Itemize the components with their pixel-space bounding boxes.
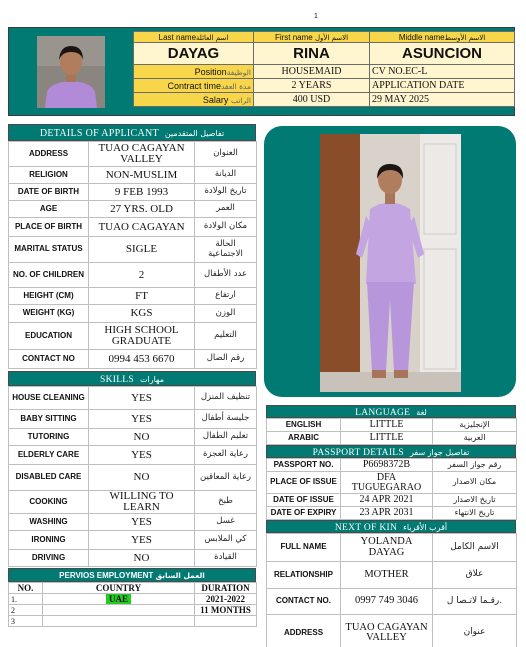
employment-col-country: COUNTRY — [43, 583, 195, 594]
details-label-ar: العنوان — [195, 142, 257, 167]
kin-label-ar: عنوان — [433, 615, 517, 647]
last-name-value: DAYAG — [134, 43, 254, 65]
first-name-label-cell — [254, 32, 370, 43]
details-value: 0994 453 6670 — [89, 350, 195, 369]
kin-header — [266, 520, 516, 533]
position-value: HOUSEMAID — [254, 65, 370, 79]
skill-row — [9, 491, 257, 514]
middle-name-label: Middle name — [398, 32, 445, 42]
language-label-ar: العربية — [433, 432, 517, 445]
employment-title-ar: العمل السابق — [155, 571, 205, 580]
details-label-ar: الديانة — [195, 167, 257, 184]
details-value: FT — [89, 288, 195, 305]
details-label: NO. OF CHILDREN — [9, 263, 89, 288]
contract-label-ar: مدة العقد — [221, 81, 251, 91]
skill-label-ar: كي الملابس — [195, 531, 257, 550]
skill-label: TUTORING — [9, 429, 89, 446]
cv-number: CV NO.EC-L — [370, 65, 515, 79]
language-value: LITTLE — [341, 432, 433, 445]
passport-table — [266, 458, 517, 520]
passport-row — [267, 459, 517, 472]
details-value: TUAO CAGAYAN — [89, 218, 195, 237]
kin-title: NEXT OF KIN — [334, 523, 398, 533]
kin-row — [267, 562, 517, 589]
skill-label-ar: جليسة أطفال — [195, 410, 257, 429]
details-row — [9, 263, 257, 288]
passport-label: DATE OF EXPIRY — [267, 507, 341, 520]
skill-label: ELDERLY CARE — [9, 446, 89, 465]
first-name-label: First name — [274, 32, 313, 42]
details-title: DETAILS OF APPLICANT — [39, 128, 159, 139]
skill-value: WILLING TO LEARN — [89, 491, 195, 514]
kin-row — [267, 589, 517, 615]
first-name-label-ar: الاسم الأول — [314, 33, 349, 42]
passport-row — [267, 494, 517, 507]
details-label-ar: التعليم — [195, 323, 257, 350]
passport-row — [267, 472, 517, 494]
employment-row — [9, 605, 257, 616]
last-name-label: Last name — [158, 32, 197, 42]
full-body-photo — [320, 134, 461, 392]
skill-value: YES — [89, 387, 195, 410]
header-table — [133, 31, 514, 107]
skill-value: NO — [89, 550, 195, 567]
employment-no: 1. — [9, 594, 43, 605]
application-date-label: APPLICATION DATE — [370, 79, 515, 93]
skill-label: HOUSE CLEANING — [9, 387, 89, 410]
kin-label: CONTACT NO. — [267, 589, 341, 615]
details-value: 2 — [89, 263, 195, 288]
kin-value: TUAO CAGAYAN VALLEY — [341, 615, 433, 647]
kin-label: FULL NAME — [267, 534, 341, 562]
position-label-cell — [134, 65, 254, 79]
employment-row — [9, 594, 257, 605]
skill-row — [9, 387, 257, 410]
language-table — [266, 418, 517, 445]
passport-label: PASSPORT NO. — [267, 459, 341, 472]
details-row — [9, 288, 257, 305]
portrait-image — [37, 36, 105, 108]
language-title-ar: لغة — [416, 408, 427, 417]
details-label: EDUCATION — [9, 323, 89, 350]
employment-row — [9, 616, 257, 627]
skills-title-ar: مهارات — [139, 375, 165, 384]
details-label-ar: الحالة الاجتماعية — [195, 237, 257, 263]
kin-label-ar: علاق — [433, 562, 517, 589]
last-name-label-cell — [134, 32, 254, 43]
portrait-photo — [37, 36, 105, 108]
details-row — [9, 350, 257, 369]
contract-label-cell — [134, 79, 254, 93]
employment-duration — [195, 616, 257, 627]
contract-value: 2 YEARS — [254, 79, 370, 93]
details-label: WEIGHT (KG) — [9, 305, 89, 323]
details-label: RELIGION — [9, 167, 89, 184]
passport-header — [266, 445, 516, 458]
details-table — [8, 141, 257, 369]
details-row — [9, 142, 257, 167]
skill-label-ar: رعاية المعاقين — [195, 465, 257, 491]
skill-row — [9, 429, 257, 446]
skills-table — [8, 386, 257, 567]
employment-col-no: NO. — [9, 583, 43, 594]
skill-label: WASHING — [9, 514, 89, 531]
skill-value: NO — [89, 465, 195, 491]
middle-name-label-ar: الاسم الأوسط — [444, 33, 486, 42]
language-title: LANGUAGE — [355, 408, 411, 418]
passport-label: PLACE OF ISSUE — [267, 472, 341, 494]
skill-row — [9, 446, 257, 465]
salary-value: 400 USD — [254, 93, 370, 107]
language-header — [266, 405, 516, 418]
passport-value: DFA TUGUEGARAO — [341, 472, 433, 494]
employment-duration: 11 MONTHS — [195, 605, 257, 616]
details-row — [9, 167, 257, 184]
employment-table — [8, 582, 257, 627]
kin-value: MOTHER — [341, 562, 433, 589]
kin-row — [267, 615, 517, 647]
kin-label-ar: الاسم الكامل — [433, 534, 517, 562]
details-label-ar: عدد الأطفال — [195, 263, 257, 288]
employment-title: PERVIOS EMPLOYMENT — [59, 571, 154, 580]
details-header — [8, 124, 256, 141]
skill-label-ar: القيادة — [195, 550, 257, 567]
position-label: Position — [194, 66, 227, 77]
skills-header — [8, 371, 256, 386]
kin-value: YOLANDA DAYAG — [341, 534, 433, 562]
employment-header — [8, 568, 256, 582]
details-label: HEIGHT (CM) — [9, 288, 89, 305]
skill-label-ar: رعاية العجزة — [195, 446, 257, 465]
skill-row — [9, 531, 257, 550]
kin-label-ar: رقـما لاتـصا ل. — [433, 589, 517, 615]
employment-country-cell — [43, 616, 195, 627]
right-column — [266, 405, 516, 647]
details-label: ADDRESS — [9, 142, 89, 167]
details-label-ar: ارتفاع — [195, 288, 257, 305]
salary-label-ar: الراتب — [230, 95, 251, 105]
details-label: PLACE OF BIRTH — [9, 218, 89, 237]
passport-value: 23 APR 2031 — [341, 507, 433, 520]
skill-label: COOKING — [9, 491, 89, 514]
skill-value: YES — [89, 514, 195, 531]
position-label-ar: الوظيفة — [226, 67, 251, 77]
details-row — [9, 218, 257, 237]
skill-label-ar: غسل — [195, 514, 257, 531]
passport-label-ar: تاريخ الانتهاء — [433, 507, 517, 520]
employment-country-cell — [43, 605, 195, 616]
kin-label: RELATIONSHIP — [267, 562, 341, 589]
middle-name-label-cell — [370, 32, 515, 43]
skill-row — [9, 410, 257, 429]
salary-label-cell — [134, 93, 254, 107]
details-label-ar: مكان الولادة — [195, 218, 257, 237]
skill-row — [9, 465, 257, 491]
language-label: ENGLISH — [267, 419, 341, 432]
language-row — [267, 432, 517, 445]
kin-title-ar: أقرب الأقرباء — [403, 523, 448, 532]
details-row — [9, 323, 257, 350]
skill-label: DRIVING — [9, 550, 89, 567]
skill-value: YES — [89, 446, 195, 465]
middle-name-value: ASUNCION — [370, 43, 515, 65]
details-value: NON-MUSLIM — [89, 167, 195, 184]
employment-col-duration: DURATION — [195, 583, 257, 594]
language-value: LITTLE — [341, 419, 433, 432]
page-mark: 1 — [314, 13, 318, 20]
passport-value: P6698372B — [341, 459, 433, 472]
full-body-image — [320, 134, 461, 392]
passport-row — [267, 507, 517, 520]
skill-label: DISABLED CARE — [9, 465, 89, 491]
details-row — [9, 237, 257, 263]
details-label: CONTACT NO — [9, 350, 89, 369]
passport-value: 24 APR 2021 — [341, 494, 433, 507]
details-value: TUAO CAGAYAN VALLEY — [89, 142, 195, 167]
employment-country-cell — [43, 594, 195, 605]
employment-no: 2 — [9, 605, 43, 616]
details-label-ar: تاريخ الولادة — [195, 184, 257, 201]
first-name-value: RINA — [254, 43, 370, 65]
details-row — [9, 305, 257, 323]
details-row — [9, 184, 257, 201]
passport-label-ar: رقم جواز السفر — [433, 459, 517, 472]
details-label: MARITAL STATUS — [9, 237, 89, 263]
skill-value: NO — [89, 429, 195, 446]
skill-row — [9, 550, 257, 567]
contract-label: Contract time — [167, 80, 221, 91]
details-label-ar: رقم الصال — [195, 350, 257, 369]
header-block — [8, 27, 515, 116]
passport-title: PASSPORT DETAILS — [312, 448, 404, 458]
passport-label-ar: تاريخ الاصدار — [433, 494, 517, 507]
details-value: 27 YRS. OLD — [89, 201, 195, 218]
language-row — [267, 419, 517, 432]
skill-label-ar: تعليم الطفال — [195, 429, 257, 446]
kin-row — [267, 534, 517, 562]
employment-no: 3 — [9, 616, 43, 627]
skill-value: YES — [89, 531, 195, 550]
application-date-value: 29 MAY 2025 — [370, 93, 515, 107]
salary-label: Salary — [202, 94, 229, 105]
kin-table — [266, 533, 517, 647]
details-value: KGS — [89, 305, 195, 323]
kin-label: ADDRESS — [267, 615, 341, 647]
details-title-ar: تفاصيل المتقدمين — [164, 129, 225, 138]
language-label: ARABIC — [267, 432, 341, 445]
language-label-ar: الإنجليزية — [433, 419, 517, 432]
left-column — [8, 124, 256, 627]
kin-value: 0997 749 3046 — [341, 589, 433, 615]
skill-label-ar: تنظيف المنزل — [195, 387, 257, 410]
skills-title: SKILLS — [99, 375, 134, 385]
details-label: AGE — [9, 201, 89, 218]
skill-row — [9, 514, 257, 531]
skill-label-ar: طبخ — [195, 491, 257, 514]
employment-duration: 2021-2022 — [195, 594, 257, 605]
details-label-ar: الوزن — [195, 305, 257, 323]
employment-country: UAE — [106, 594, 131, 604]
details-row — [9, 201, 257, 218]
details-value: HIGH SCHOOL GRADUATE — [89, 323, 195, 350]
full-photo-frame — [264, 126, 516, 397]
details-label: DATE OF BIRTH — [9, 184, 89, 201]
details-label-ar: العمر — [195, 201, 257, 218]
passport-title-ar: تفاصيل جواز سفر — [409, 448, 470, 457]
details-value: SIGLE — [89, 237, 195, 263]
passport-label: DATE OF ISSUE — [267, 494, 341, 507]
last-name-label-ar: اسم العائلة — [196, 33, 229, 42]
passport-label-ar: مكان الاصدار — [433, 472, 517, 494]
skill-value: YES — [89, 410, 195, 429]
skill-label: IRONING — [9, 531, 89, 550]
details-value: 9 FEB 1993 — [89, 184, 195, 201]
skill-label: BABY SITTING — [9, 410, 89, 429]
